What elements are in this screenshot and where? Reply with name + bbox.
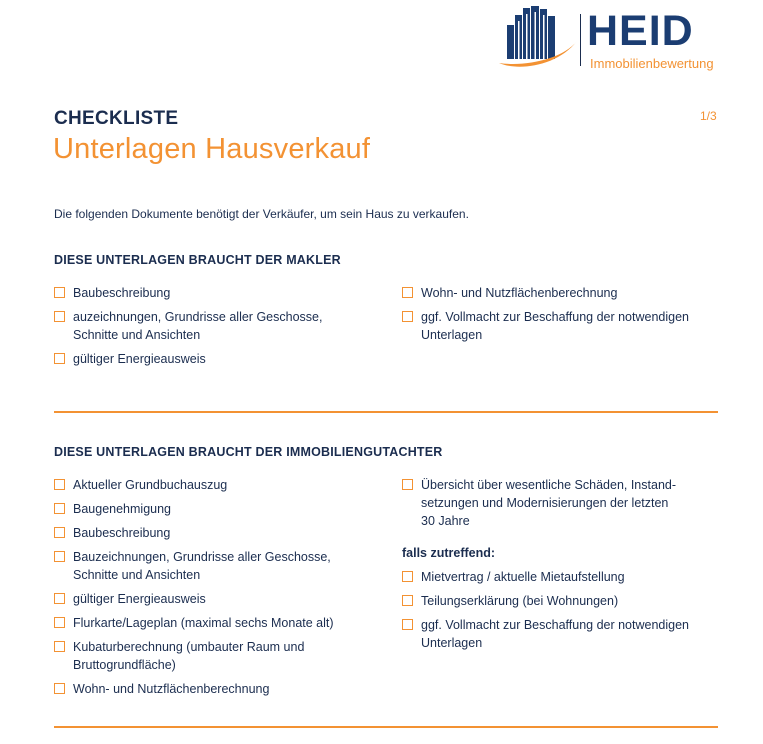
- checklist-item[interactable]: auzeichnungen, Grundrisse aller Geschosse, Schnitte und Ansichten: [54, 308, 364, 344]
- checklist-item[interactable]: Wohn- und Nutzflächenberechnung: [54, 680, 364, 698]
- checklist-item[interactable]: gültiger Energieausweis: [54, 590, 364, 608]
- section-divider: [54, 726, 718, 728]
- building-logo-icon: [497, 5, 579, 71]
- checkbox[interactable]: [402, 571, 413, 582]
- checkbox[interactable]: [54, 551, 65, 562]
- checklist-item[interactable]: Teilungserklärung (bei Wohnungen): [402, 592, 712, 610]
- checkbox[interactable]: [54, 311, 65, 322]
- checklist-label: CHECKLISTE: [54, 108, 179, 129]
- intro-text: Die folgenden Dokumente benötigt der Verkäufer, um sein Haus zu verkaufen.: [54, 207, 469, 221]
- section-heading-gutachter: DIESE UNTERLAGEN BRAUCHT DER IMMOBILIENGUTACHTER: [54, 445, 443, 459]
- checklist-item[interactable]: Mietvertrag / aktuelle Mietaufstellung: [402, 568, 712, 586]
- checklist-item[interactable]: Baugenehmigung: [54, 500, 364, 518]
- gutachter-list-right: [402, 476, 712, 658]
- logo-divider: [580, 14, 581, 66]
- makler-list-left: [54, 284, 364, 374]
- checkbox[interactable]: [54, 479, 65, 490]
- checklist-item[interactable]: Flurkarte/Lageplan (maximal sechs Monate alt): [54, 614, 364, 632]
- brand-subtitle: Immobilienbewertung: [590, 56, 714, 71]
- checklist-item[interactable]: Baubeschreibung: [54, 284, 364, 302]
- checkbox[interactable]: [54, 593, 65, 604]
- checkbox[interactable]: [54, 287, 65, 298]
- checkbox[interactable]: [402, 619, 413, 630]
- checklist-item[interactable]: ggf. Vollmacht zur Beschaffung der notwendigen Unterlagen: [402, 616, 712, 652]
- checklist-item[interactable]: Übersicht über wesentliche Schäden, Instand- setzungen und Modernisierungen der letzten 30 Jahre: [402, 476, 712, 530]
- company-logo: [497, 5, 727, 71]
- section-heading-makler: DIESE UNTERLAGEN BRAUCHT DER MAKLER: [54, 253, 341, 267]
- page-number: 1/3: [700, 109, 717, 123]
- checklist-item[interactable]: Wohn- und Nutzflächenberechnung: [402, 284, 712, 302]
- page-title: Unterlagen Hausverkauf: [53, 133, 371, 165]
- checkbox[interactable]: [402, 311, 413, 322]
- checkbox[interactable]: [54, 683, 65, 694]
- checklist-item[interactable]: ggf. Vollmacht zur Beschaffung der notwendigen Unterlagen: [402, 308, 712, 344]
- checkbox[interactable]: [54, 641, 65, 652]
- checkbox[interactable]: [402, 479, 413, 490]
- brand-name: HEID: [587, 7, 694, 55]
- checklist-item[interactable]: Aktueller Grundbuchauszug: [54, 476, 364, 494]
- checkbox[interactable]: [54, 617, 65, 628]
- checkbox[interactable]: [54, 353, 65, 364]
- checkbox[interactable]: [402, 287, 413, 298]
- checklist-item[interactable]: Bauzeichnungen, Grundrisse aller Geschosse, Schnitte und Ansichten: [54, 548, 364, 584]
- checkbox[interactable]: [54, 527, 65, 538]
- checklist-item[interactable]: gültiger Energieausweis: [54, 350, 364, 368]
- gutachter-list-left: [54, 476, 364, 704]
- section-divider: [54, 411, 718, 413]
- checkbox[interactable]: [402, 595, 413, 606]
- checkbox[interactable]: [54, 503, 65, 514]
- conditional-heading: falls zutreffend:: [402, 546, 496, 560]
- checklist-item[interactable]: Kubaturberechnung (umbauter Raum und Bruttogrundfläche): [54, 638, 364, 674]
- checklist-item[interactable]: Baubeschreibung: [54, 524, 364, 542]
- makler-list-right: [402, 284, 712, 350]
